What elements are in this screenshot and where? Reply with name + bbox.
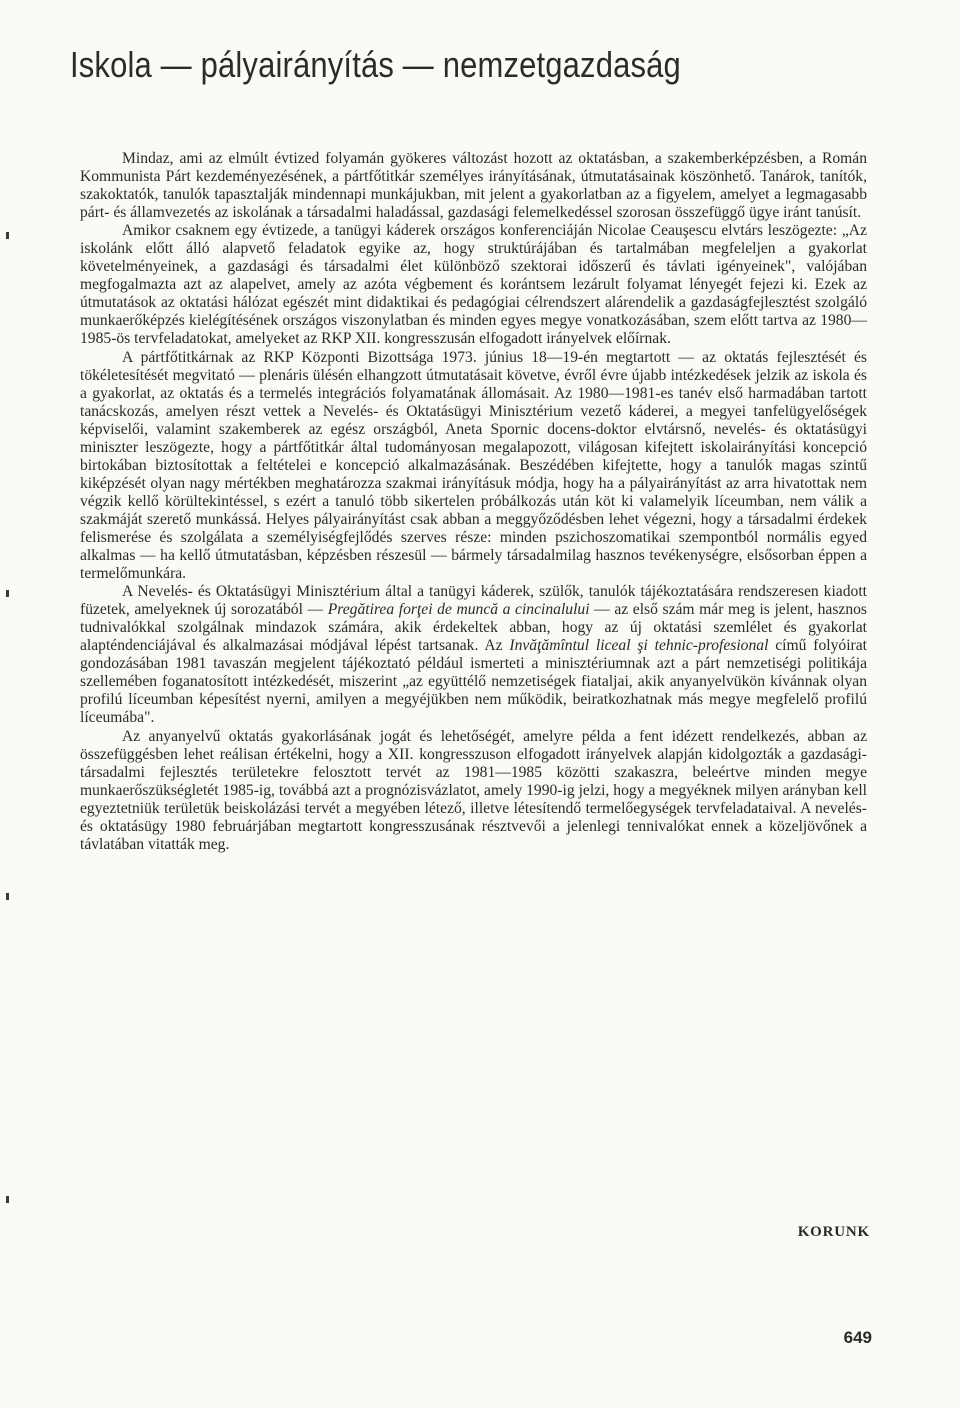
paragraph-text: A Nevelés- és Oktatásügyi Minisztérium által a tanügyi káderek, szülők, tanulók tájékoztatására rendszeresen kiadott füzetek, amelyeknek új sorozatából — xyxy=(80,583,867,619)
margin-mark xyxy=(6,1196,9,1203)
margin-mark xyxy=(6,893,9,900)
article-paragraph xyxy=(80,349,867,584)
margin-mark xyxy=(6,232,9,239)
paragraph-text: Az anyanyelvű oktatás gyakorlásának jogát és lehetőségét, amelyre példa a fent idézett rendelkezés, abban az összefüggésben lehet reálisan értékelni, hogy a XII. kongresszuson elfogadott irányelvek alapján kidolgozták a gazdasági-társadalmi fejlesztés területekre felosztott tervét az 1981—1985 közötti szakaszra, beleértve minden megye munkaerőszükségletét 1985-ig, továbbá azt a prognózisvázlatot, amely 1990-ig jelzi, hogy a megyéknek milyen arányban kell egyeztetniük területük beiskolázási tervét a megyében létező, illetve létesítendő termelőegységek tervfeladataival. A nevelés- és oktatásügy 1980 februárjában megtartott kongresszusának résztvevői a jelenlegi tennivalókat ennek a közeljövőnek a távlatában vitatták meg. xyxy=(80,727,867,853)
article-paragraph xyxy=(80,222,867,348)
signature: KORUNK xyxy=(797,1224,870,1240)
article-title: Iskola — pályairányítás — nemzetgazdaság xyxy=(70,44,681,85)
article-paragraph xyxy=(80,728,867,854)
article-paragraph xyxy=(80,150,867,222)
margin-mark xyxy=(6,590,9,597)
paragraph-text: című folyóirat gondozásában 1981 tavaszán megjelent tájékoztató például ismerteti a minisztériumnak azt a párt nemzetiségi politikája szellemében foganatosított intézkedését, miszerint „az együttélő nemzetiségek fiataljai, akik anyanyelvükön kívánnak olyan profilú líceumban képesítést nyerni, amilyen a megyéjükben nem működik, beiratkozhatnak más megye megfelelő profilú líceumába". xyxy=(80,637,867,727)
paragraph-text: Mindaz, ami az elmúlt évtized folyamán gyökeres változást hozott az oktatásban, a szakemberképzésben, a Román Kommunista Párt kezdeményezésének, a pártfőtitkár személyes irányításának, útmutatásainak köszönhető. Tanárok, tanítók, szakoktatók, tanulók tapasztalják mindennapi munkájukban, mit jelent a gyakorlatban az a figyelem, amelyet a legmagasabb párt- és államvezetés az iskolának a társadalmi haladással, gazdasági felemelkedéssel szorosan összefüggő ügye iránt tanúsít. xyxy=(80,150,867,222)
cited-title: Invăţămîntul liceal şi tehnic-profesional xyxy=(509,637,769,655)
article-body xyxy=(80,150,867,854)
cited-title: Pregătirea forţei de muncă a cincinalului xyxy=(327,601,590,619)
paragraph-text: — az első szám már meg is jelent, hasznos tudnivalókkal szolgálnak mindazok számára, akik érdekeltek abban, hogy az új oktatási szemlélet és gyakorlat alapténdenciájával és alkalmazásai módjával lépést tartsanak. Az xyxy=(80,601,867,655)
page-number: 649 xyxy=(843,1328,872,1347)
paragraph-text: Amikor csaknem egy évtizede, a tanügyi káderek országos konferenciáján Nicolae Ceauşescu elvtárs leszögezte: „Az iskolánk előtt álló alapvető feladatok egyike az, hogy struktúrájában és tartalmában megfeleljen a gyakorlat követelményeinek, a gazdasági és társadalmi élet különböző szektorai időszerű és távlati igényeinek", valójában megfogalmazta azt az alapelvet, amely az azóta végbement és korántsem lezárult folyamat lényegét fejezi ki. Ezek az útmutatások az oktatási hálózat egészét mint didaktikai és pedagógiai célrendszert alárendelik a gazdaságfejlesztést szolgáló munkaerőképzés kielégítésének országos viszonylatban és minden egyes megye vonatkozásában, szem előtt tartva az 1980—1985-ös tervfeladatokat, amelyeket az RKP XII. kongresszusán elfogadott irányelvek előírnak. xyxy=(80,222,867,348)
article-paragraph xyxy=(80,583,867,727)
paragraph-text: A pártfőtitkárnak az RKP Központi Bizottsága 1973. június 18—19-én megtartott — az oktatás fejlesztését és tökéletesítését megvitató — plenáris ülésén elhangzott útmutatásait követve, évről évre újabb intézkedések jelzik az iskola és a gyakorlat, az oktatás és a termelés integrációs folyamatának állomásait. Az 1980—1981-es tanév első harmadában tartott tanácskozás, amelyen részt vettek a Nevelés- és Oktatásügyi Minisztérium vezető káderei, a megyei tanfelügyelőségek képviselői, valamint szakemberek az egész országból, Aneta Spornic docens-doktor elvtársnő, nevelés- és oktatásügyi miniszter leszögezte, hogy a pártfőtitkár által tudományosan megalapozott, világosan kifejtett iskolairányítási koncepció birtokában biztosítottak a feltételei e koncepció alkalmazásának. Beszédében kifejtette, hogy a tanulók magas szintű kiképzését olyan nagy mértékben meghatározza szakmai irányításuk módja, hogy ha a pályairányítást az arra hivatottak nem végzik kellő körültekintéssel, s ezért a tanuló több sikertelen próbálkozás után köt ki valamelyik líceumban, nem válik a szakmáját szerető munkássá. Helyes pályairányítást csak abban a meggyőződésben lehet végezni, hogy a társadalmi érdekek felismerése és szolgálata a személyiségfejlődés szerves része: minden pszichoszomatikai szempontból normális egyed alkalmas — ha kellő útmutatásban, képzésben részesül — bármely társadalmilag hasznos tevékenységre, elsősorban éppen a termelőmunkára. xyxy=(80,348,867,583)
